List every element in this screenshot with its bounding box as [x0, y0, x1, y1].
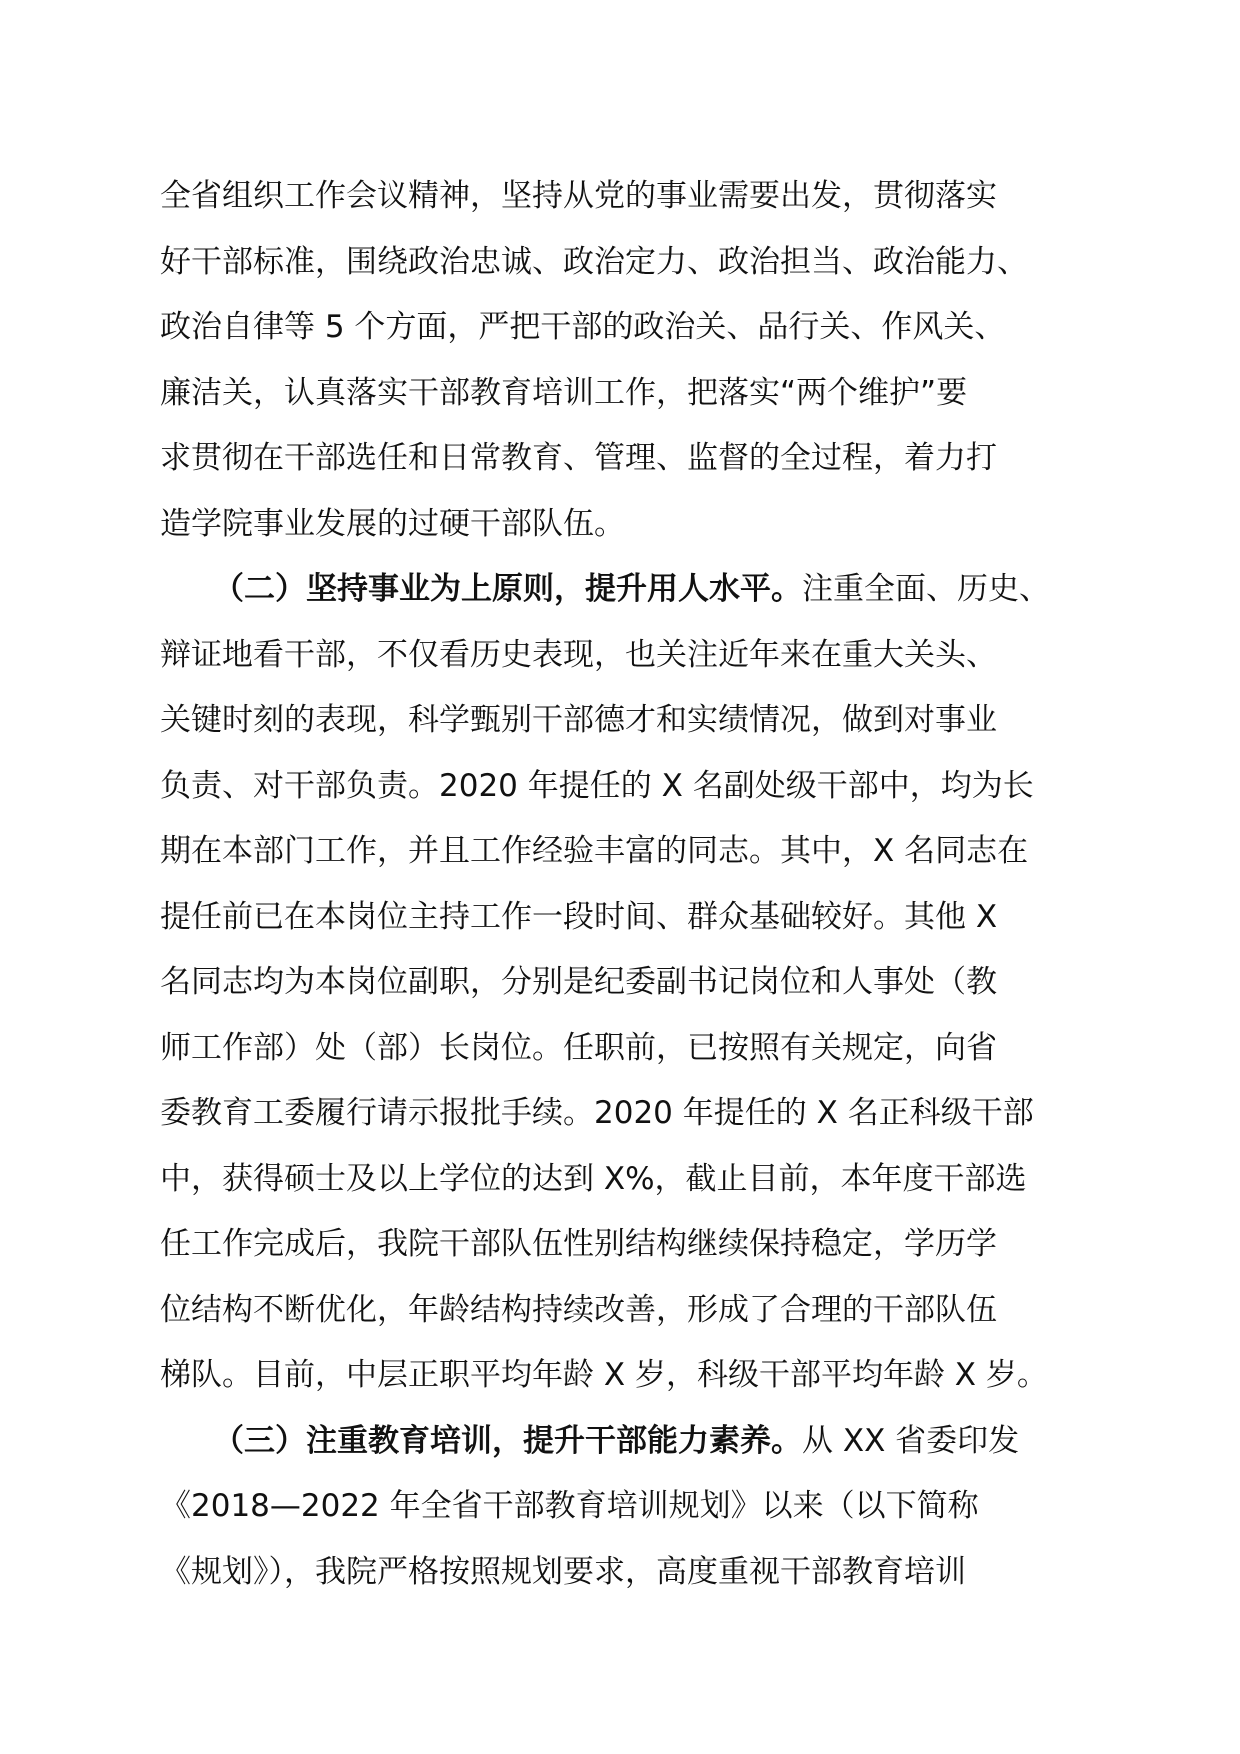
text-line: 师工作部）处（部）长岗位。任职前，已按照有关规定，向省	[160, 1029, 997, 1066]
text-line-first	[160, 557, 1100, 623]
text-line: 名同志均为本岗位副职，分别是纪委副书记岗位和人事处（教	[160, 964, 997, 1000]
text-line: 《2018—2022 年全省干部教育培训规划》以来（以下简称	[160, 1488, 979, 1524]
text-line: 关键时刻的表现，科学甄别干部德才和实绩情况，做到对事业	[160, 702, 997, 738]
text-line: 廉洁关，认真落实干部教育培训工作，把落实“两个维护”要	[160, 374, 968, 411]
text-line: 提任前已在本岗位主持工作一段时间、群众基础较好。其他 X	[160, 898, 998, 935]
text-line: 政治自律等 5 个方面，严把干部的政治关、品行关、作风关、	[160, 309, 1006, 345]
text-line: 负责、对干部负责。2020 年提任的 X 名副处级干部中，均为长	[160, 767, 1034, 804]
text-line: 委教育工委履行请示报批手续。2020 年提任的 X 名正科级干部	[160, 1095, 1034, 1131]
text-line: 任工作完成后，我院干部队伍性别结构继续保持稳定，学历学	[160, 1226, 997, 1262]
text-line: 辩证地看干部，不仅看历史表现，也关注近年来在重大关头、	[160, 636, 997, 673]
text-line: 《规划》），我院严格按照规划要求，高度重视干部教育培训	[160, 1553, 966, 1590]
text-line-first	[160, 1409, 1100, 1475]
text-line: 中，获得硕士及以上学位的达到 X%，截止目前，本年度干部选	[160, 1160, 1027, 1197]
paragraph-2	[160, 557, 1100, 1409]
text-line: 造学院事业发展的过硬干部队伍。	[160, 505, 625, 542]
text-line: 全省组织工作会议精神，坚持从党的事业需要出发，贯彻落实	[160, 178, 997, 214]
section-heading-3: （三）注重教育培训，提升干部能力素养。	[213, 1422, 802, 1459]
text-run: 从 XX 省委印发	[802, 1422, 1020, 1459]
text-line: 求贯彻在干部选任和日常教育、管理、监督的全过程，着力打	[160, 440, 997, 476]
text-line: 位结构不断优化，年龄结构持续改善，形成了合理的干部队伍	[160, 1291, 997, 1328]
text-line: 好干部标准，围绕政治忠诚、政治定力、政治担当、政治能力、	[160, 243, 1028, 280]
section-heading-2: （二）坚持事业为上原则，提升用人水平。	[213, 571, 802, 607]
paragraph-3	[160, 1409, 1100, 1606]
text-line: 期在本部门工作，并且工作经验丰富的同志。其中，X 名同志在	[160, 833, 1029, 869]
text-line: 梯队。目前，中层正职平均年龄 X 岁，科级干部平均年龄 X 岁。	[160, 1357, 1048, 1393]
body-text	[160, 164, 1100, 1605]
paragraph-1	[160, 164, 1100, 557]
text-run: 注重全面、历史、	[802, 571, 1050, 607]
